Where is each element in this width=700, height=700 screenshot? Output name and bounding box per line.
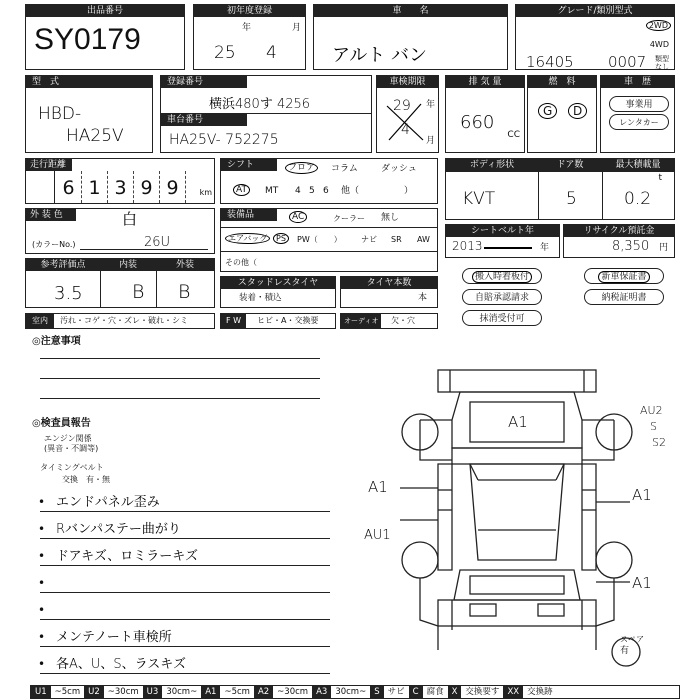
model-name-label: 車 名 (314, 5, 507, 17)
interior-grade-label: 内装 (118, 260, 137, 270)
legend-text: 30cm~ (335, 687, 367, 697)
damage-mark-8: A1 (632, 574, 652, 592)
grade-box (515, 4, 675, 70)
studless-opts: 装着・積込 (239, 293, 282, 303)
note-bullet: • (38, 522, 46, 536)
fuel-d: D (568, 106, 587, 117)
inspection-month: 4 (401, 122, 410, 138)
type-none: 類型 なし (655, 55, 669, 71)
equip-sr: SR (391, 235, 402, 244)
damage-mark-2: AU2 (640, 404, 663, 417)
recycle-value: 8,350 (612, 239, 650, 254)
body-box (445, 158, 675, 220)
note-text: Rバンパステー曲がり (56, 522, 181, 537)
type-label: 型 式 (26, 76, 152, 88)
type-box (25, 75, 153, 153)
color-value: 白 (122, 210, 138, 228)
legend-text: ~5cm (54, 687, 81, 697)
note-bullet: • (38, 576, 46, 590)
history-label: 車 歴 (601, 76, 674, 88)
inspection-box (376, 75, 439, 153)
chassis-value: HA25V- 752275 (169, 132, 279, 148)
registration-box (160, 75, 372, 153)
equip-navi: ナビ (361, 235, 377, 244)
audio-label: オーディオ (341, 314, 381, 328)
damage-mark-4: S2 (652, 436, 666, 449)
load-label: 最大積載量 (615, 160, 661, 170)
legend-text: 交換跡 (527, 687, 553, 697)
first-reg-month: 4 (266, 43, 277, 63)
legend-text: 腐食 (426, 687, 444, 697)
shift-mt: MT (265, 186, 279, 196)
mileage-label: 走行距離 (26, 159, 72, 171)
mileage-digit: 3 (108, 171, 134, 203)
body-label: ボディ形状 (469, 160, 515, 170)
damage-mark-5: A1 (368, 478, 388, 496)
note-bullet: • (38, 549, 46, 563)
load-value: 0.2 (624, 189, 652, 209)
damage-mark-3: S (650, 420, 657, 433)
doc-warranty: 新車保証書 (584, 268, 664, 284)
equip-ac: AC (289, 212, 307, 223)
legend-code: A3 (312, 686, 331, 699)
damage-mark-1: A1 (508, 413, 528, 431)
fw-opts: ヒビ・A・交換要 (257, 316, 319, 325)
displacement-box (445, 75, 525, 153)
color-label: 外 装 色 (26, 209, 76, 221)
legend-code: U3 (143, 686, 163, 699)
equip-aw: AW (417, 235, 430, 244)
legend-code: C (409, 686, 423, 699)
equip-airbag: エアバッグ (225, 233, 270, 244)
doc-plate: 搬入時着板付 (462, 268, 542, 284)
shift-box (220, 158, 438, 204)
legend-code: U1 (31, 686, 51, 699)
studless-box (220, 276, 336, 308)
legend-text: ~30cm (107, 687, 139, 697)
first-registration-box (193, 4, 306, 70)
damage-mark-6: A1 (632, 486, 652, 504)
note-bullet: • (38, 657, 46, 671)
history-rental: レンタカー (609, 114, 669, 130)
doc-deregistration: 抹消受付可 (462, 310, 542, 326)
damage-mark-7: AU1 (364, 528, 391, 543)
inspection-label: 車検期限 (377, 76, 438, 88)
doc-insurance: 自賠承認請求 (462, 289, 542, 305)
legend-code: U2 (84, 686, 104, 699)
equipment-box (220, 208, 438, 272)
drive-4wd: 4WD (649, 40, 669, 49)
fw-label: F W (221, 314, 246, 328)
displacement-label: 排 気 量 (446, 76, 524, 88)
seatbelt-label: シートベルト年 (446, 225, 559, 237)
note-text: メンテノート車検所 (56, 630, 172, 645)
type-value-2: HA25V (66, 126, 124, 146)
shift-speed-4: 4 (295, 186, 301, 196)
tire-label: タイヤ本数 (341, 277, 437, 289)
mileage-unit: km (199, 188, 212, 197)
registration-value: 横浜480す 4256 (209, 97, 311, 112)
equip-none: 無し (381, 213, 400, 223)
note-text: 各A、U、S、ラスキズ (56, 657, 187, 672)
inspection-year: 29 (393, 98, 411, 114)
studless-label: スタッドレスタイヤ (221, 277, 335, 289)
lot-number-box (25, 4, 185, 70)
note-text: ドアキズ、ロミラーキズ (56, 549, 198, 564)
damage-legend (30, 685, 680, 699)
month-unit: 月 (292, 23, 302, 33)
legend-code: A2 (254, 686, 273, 699)
body-header (446, 159, 674, 172)
doors-label: ドア数 (556, 160, 584, 170)
seatbelt-unit: 年 (539, 243, 549, 253)
inspector-title: ◎検査員報告 (32, 418, 91, 429)
interior-condition-box (25, 313, 215, 329)
interior-condition-opts: 汚れ・コゲ・穴・ズレ・破れ・シミ (60, 316, 188, 325)
legend-code: XX (503, 686, 523, 699)
grade-value2: 0007 (608, 53, 647, 71)
legend-code: X (448, 686, 462, 699)
tire-unit: 本 (417, 293, 427, 303)
color-no-value: 26U (144, 235, 171, 250)
body-value: KVT (462, 189, 496, 209)
timing-opts: 交換 有・無 (62, 475, 110, 484)
equip-cooler: クーラー (333, 214, 365, 223)
doors-value: 5 (566, 189, 577, 209)
fuel-label: 燃 料 (528, 76, 596, 88)
displacement-value: 660 (460, 112, 495, 133)
shift-speed-5: 5 (309, 186, 315, 196)
legend-code: S (370, 686, 383, 699)
note-bullet: • (38, 630, 46, 644)
audio-opts: 欠・穴 (391, 316, 415, 325)
grade-value: 16405 (526, 53, 574, 71)
seatbelt-value: 2013 (452, 239, 483, 253)
interior-grade: B (132, 281, 145, 303)
recycle-unit: 円 (658, 243, 668, 253)
recycle-box (563, 224, 675, 258)
shift-dash: ダッシュ (381, 164, 417, 174)
history-box (600, 75, 675, 153)
color-box (25, 208, 215, 254)
mileage-mark-cell (26, 171, 55, 203)
equip-ps: PS (273, 233, 289, 244)
score-header (26, 259, 214, 271)
score-value: 3.5 (54, 283, 83, 304)
tire-box (340, 276, 438, 308)
fw-box (220, 313, 336, 329)
year-unit: 年 (242, 23, 252, 33)
audio-box (340, 313, 438, 329)
lot-number-label: 出品番号 (26, 5, 184, 17)
shift-column: コラム (331, 164, 358, 174)
fuel-box (527, 75, 597, 153)
legend-text: ~30cm (277, 687, 309, 697)
recycle-label: リサイクル預託金 (564, 225, 674, 237)
notes-title: ◎注意事項 (32, 336, 81, 347)
legend-text: 交換要す (465, 687, 500, 697)
doc-tax: 納税証明書 (584, 289, 664, 305)
legend-text: サビ (387, 687, 405, 697)
note-bullet: • (38, 603, 46, 617)
exterior-grade: B (178, 281, 191, 303)
timing-label: タイミングベルト (40, 463, 104, 472)
spare-value: 有 (620, 646, 630, 656)
grade-label: グレード/類別型式 (516, 5, 674, 17)
note-text: エンドパネル歪み (56, 495, 160, 510)
chassis-label: 車台番号 (161, 114, 247, 126)
fuel-g: G (538, 106, 557, 117)
engine-label: エンジン関係 (異音・不調等) (44, 434, 99, 453)
legend-code: A1 (201, 686, 220, 699)
registration-label: 登録番号 (161, 76, 247, 88)
equipment-label: 装備品 (221, 209, 277, 221)
exterior-grade-label: 外装 (175, 260, 194, 270)
car-diagram (360, 360, 680, 680)
score-box (25, 258, 215, 308)
drive-2wd: 2WD (646, 20, 671, 31)
inspection-strike-icon (383, 100, 427, 144)
shift-floor: フロア (285, 163, 318, 174)
inspection-month-unit: 月 (425, 136, 435, 146)
load-unit: t (658, 173, 662, 183)
score-label: 参考評価点 (40, 260, 86, 270)
first-reg-year: 25 (214, 43, 236, 63)
mileage-digit: 9 (160, 171, 186, 203)
legend-text: ~5cm (224, 687, 250, 697)
displacement-unit: CC (507, 130, 520, 140)
legend-text: 30cm~ (166, 687, 198, 697)
mileage-digit: 6 (56, 171, 82, 203)
interior-condition-label: 室内 (26, 314, 54, 328)
color-no-label: (カラーNo.) (32, 240, 76, 249)
shift-speed-6: 6 (323, 186, 329, 196)
first-registration-label: 初年度登録 (194, 5, 305, 17)
note-bullet: • (38, 495, 46, 509)
model-name: アルト バン (332, 45, 428, 66)
mileage-digit: 9 (134, 171, 160, 203)
model-name-box (313, 4, 508, 70)
spare-label: スペア (620, 635, 644, 644)
history-commercial: 事業用 (609, 96, 669, 112)
shift-label: シフト (221, 159, 277, 171)
mileage-box (25, 158, 215, 204)
shift-at: AT (233, 185, 250, 196)
lot-number: SY0179 (34, 23, 141, 56)
inspection-year-unit: 年 (425, 100, 435, 110)
equip-pw: PW（ ） (297, 235, 342, 244)
seatbelt-box (445, 224, 560, 258)
mileage-digit: 1 (82, 171, 108, 203)
type-value-1: HBD- (38, 104, 82, 124)
shift-other: 他（ ） (341, 186, 414, 196)
equip-other: その他（ (225, 258, 257, 267)
